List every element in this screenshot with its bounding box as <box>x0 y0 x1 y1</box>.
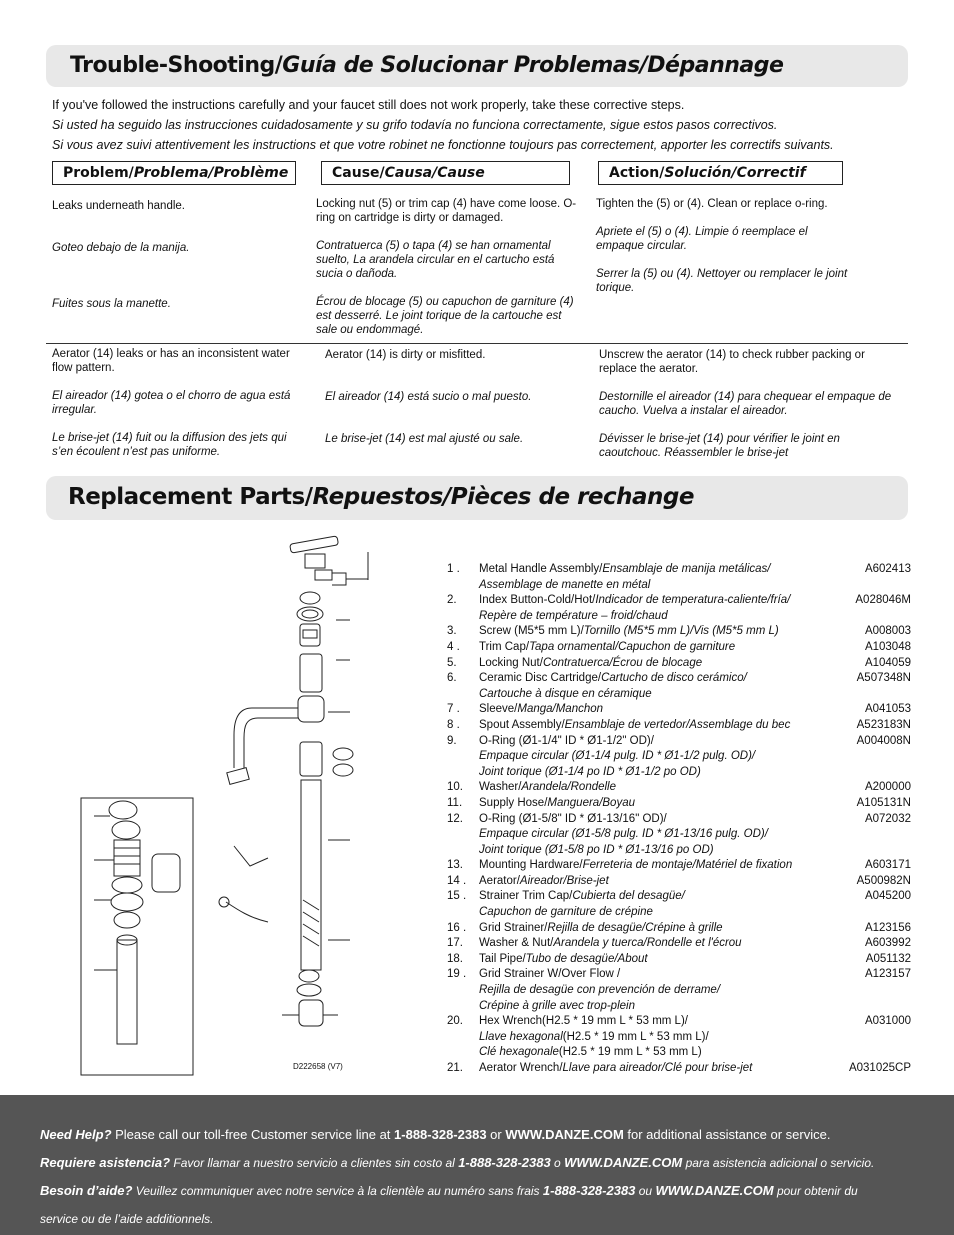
part-name-en: Index Button-Cold/Hot/ <box>479 594 596 607</box>
part-name-en: Tail Pipe/ <box>479 952 526 965</box>
parts-list-item <box>447 812 917 859</box>
part-name-translated: Empaque circular (Ø1-5/8 pulg. ID * Ø1-13/16 pulg. OD)/ <box>479 828 768 841</box>
parts-list-item <box>447 889 917 920</box>
parts-list-item <box>447 718 917 734</box>
part-name-en: Washer & Nut/ <box>479 937 554 950</box>
parts-list-item <box>447 593 917 624</box>
part-name-en: Metal Handle Assembly/ <box>479 563 603 575</box>
part-description <box>479 593 837 624</box>
part-code: A004008N <box>856 734 911 747</box>
part-number: 13. <box>447 859 463 872</box>
part-name-translated: Llave hexagonal <box>479 1030 563 1043</box>
parts-list-item <box>447 640 917 656</box>
parts-list-item <box>447 702 917 718</box>
part-dimensions: (H2.5 * 19 mm L * 53 mm L)/ <box>562 1030 709 1043</box>
part-number: 6. <box>447 672 457 685</box>
row1-problem-fr: Fuites sous la manette. <box>52 298 171 310</box>
part-description <box>479 921 837 937</box>
part-description <box>479 952 837 968</box>
parts-list-item <box>447 921 917 937</box>
part-number: 5. <box>447 656 457 669</box>
part-name-translated: Crépine à grille avec trop-plein <box>479 999 635 1012</box>
diagram-label: D222658 (V7) <box>293 1062 343 1071</box>
phone-link[interactable]: 1-888-328-2383 <box>542 1183 636 1198</box>
part-description <box>479 671 837 702</box>
row1-cause-fr: Écrou de blocage (5) ou capuchon de garniture (4) est desserré. Le joint torique de la cartouche est sale ou endommagé. <box>316 296 574 336</box>
replacement-title: Replacement Parts/Repuestos/Pièces de rechange <box>68 484 694 510</box>
part-description <box>479 702 837 718</box>
part-description <box>479 780 837 796</box>
part-name-translated: Clé hexagonale <box>479 1046 559 1059</box>
part-description <box>479 718 837 734</box>
exploded-parts-diagram <box>78 530 438 1080</box>
part-name-translated: Rejilla de desagüe con prevención de derrame/ <box>479 984 721 997</box>
part-name-translated: Ensamblaje de vertedor/Assemblage du bec <box>564 718 791 731</box>
part-code: A603171 <box>864 859 911 872</box>
intro-fr: Si vous avez suivi attentivement les instructions et que votre robinet ne fonctionne toujours pas correctement, apporter les correctifs suivants. <box>52 138 834 152</box>
intro-en: If you've followed the instructions carefully and your faucet still does not work properly, take these corrective steps. <box>52 98 685 112</box>
footer-text <box>40 1121 940 1233</box>
part-name-en: Hex Wrench(H2.5 * 19 mm L * 53 mm L)/ <box>479 1015 688 1028</box>
part-description <box>479 1061 837 1077</box>
parts-list-item <box>447 671 917 702</box>
part-name-en: Aerator Wrench/ <box>479 1062 563 1074</box>
part-name-translated: Cubierta del desagüe/ <box>572 890 685 903</box>
part-code: A507348N <box>856 672 911 685</box>
part-number: 12. <box>447 812 463 825</box>
part-name-translated: Tornillo (M5*5 mm L)/Vis (M5*5 mm L) <box>583 625 779 638</box>
part-code: A602413 <box>864 563 911 575</box>
problem-header: Problem/Problema/Problème <box>52 161 296 185</box>
part-name-translated: Arandela y tuerca/Rondelle et l'écrou <box>553 937 742 950</box>
part-name-translated: Ensamblaje de manija metálicas/ <box>602 563 771 575</box>
part-number: 18. <box>447 952 463 965</box>
parts-list-item <box>447 796 917 812</box>
part-number: 20. <box>447 1015 463 1028</box>
part-name-translated: Aireador/Brise-jet <box>519 874 609 887</box>
part-name-translated: Cartouche à disque en céramique <box>479 687 652 700</box>
row2-problem-fr: Le brise-jet (14) fuit ou la diffusion des jets qui s’en écoulent n’est pas uniforme. <box>52 432 287 458</box>
part-name-translated: Manga/Manchon <box>517 703 604 716</box>
parts-list-item <box>447 936 917 952</box>
part-name-translated: Joint torique (Ø1-1/4 po ID * Ø1-1/2 po OD) <box>479 765 701 778</box>
part-name-en: Spout Assembly/ <box>479 718 565 731</box>
row1-problem-en: Leaks underneath handle. <box>52 200 185 212</box>
parts-list <box>447 562 917 1077</box>
row2-cause-es: El aireador (14) está sucio o mal puesto. <box>325 391 532 403</box>
troubleshooting-title: Trouble-Shooting/Guía de Solucionar Problemas/Dépannage <box>70 53 784 78</box>
phone-link[interactable]: 1-888-328-2383 <box>458 1155 551 1170</box>
phone-link[interactable]: 1-888-328-2383 <box>394 1127 487 1142</box>
part-description <box>479 734 837 781</box>
parts-list-item <box>447 562 917 593</box>
row1-action-en: Tighten the (5) or (4). Clean or replace o-ring. <box>596 198 828 210</box>
help-en-line: Need Help? Please call our toll-free Customer service line at 1-888-328-2383 or WWW.DANZE.COM for additional assistance or service. <box>40 1127 831 1142</box>
part-name-translated: Arandela/Rondelle <box>521 781 617 794</box>
part-code: A123157 <box>864 968 911 981</box>
part-dimensions: (H2.5 * 19 mm L * 53 mm L) <box>558 1046 702 1059</box>
part-code: A041053 <box>864 703 911 716</box>
handle-part <box>290 536 339 553</box>
parts-list-item <box>447 858 917 874</box>
part-name-translated: Assemblage de manette en métal <box>479 578 651 591</box>
part-name-translated: Indicador de temperatura-caliente/fría/ <box>595 594 791 607</box>
part-name-en: O-Ring (Ø1-5/8" ID * Ø1-13/16" OD)/ <box>479 812 667 825</box>
parts-list-item <box>447 952 917 968</box>
part-description <box>479 1014 837 1061</box>
part-name-translated: Joint torique (Ø1-5/8 po ID * Ø1-13/16 po OD) <box>479 843 714 856</box>
part-name-translated: Empaque circular (Ø1-1/4 pulg. ID * Ø1-1/2 pulg. OD)/ <box>479 750 756 763</box>
part-number: 1 . <box>447 563 460 575</box>
part-number: 7 . <box>447 703 460 716</box>
help-fr-line: Besoin d’aide? Veuillez communiquer avec notre service à la clientèle au numéro sans frais 1-888-328-2383 ou WWW.DANZE.COM pour obtenir du <box>40 1183 858 1198</box>
part-number: 19 . <box>447 968 467 981</box>
part-code: A500982N <box>856 874 911 887</box>
row2-cause-en: Aerator (14) is dirty or misfitted. <box>325 349 486 361</box>
part-code: A603992 <box>864 937 911 950</box>
part-name-en: Washer/ <box>479 781 522 794</box>
part-code: A031000 <box>864 1015 911 1028</box>
part-name-en: Grid Strainer W/Over Flow / <box>479 968 621 981</box>
footer-help <box>0 1095 954 1235</box>
parts-list-item <box>447 967 917 1014</box>
part-description <box>479 936 837 952</box>
part-name-translated: Cartucho de disco cerámico/ <box>601 672 747 685</box>
part-number: 14 . <box>447 874 467 887</box>
part-name-en: Sleeve/ <box>479 703 518 716</box>
part-number: 16 . <box>447 921 467 934</box>
row1-cause-en: Locking nut (5) or trim cap (4) have come loose. O-ring on cartridge is dirty or damaged. <box>316 198 577 224</box>
part-description <box>479 858 837 874</box>
part-description <box>479 812 837 859</box>
part-name-en: Trim Cap/ <box>479 640 530 653</box>
part-description <box>479 874 837 890</box>
part-code: A103048 <box>864 640 911 653</box>
parts-list-item <box>447 1014 917 1061</box>
parts-list-item <box>447 1061 917 1077</box>
part-code: A104059 <box>864 656 911 669</box>
row1-action-fr: Serrer la (5) ou (4). Nettoyer ou remplacer le joint torique. <box>596 268 848 294</box>
row1-action-es: Apriete el (5) o (4). Limpie ó reemplace el empaque circular. <box>596 226 808 252</box>
help-fr-line-2: service ou de l’aide additionnels. <box>40 1212 214 1226</box>
row2-problem-es: El aireador (14) gotea o el chorro de agua está irregular. <box>52 390 291 416</box>
row2-action-es: Destornille el aireador (14) para chequear el empaque de caucho. Vuelva a instalar el aireador. <box>599 391 892 417</box>
part-code: A123156 <box>864 921 911 934</box>
parts-list-item <box>447 656 917 672</box>
part-code: A072032 <box>864 812 911 825</box>
row2-action-fr: Dévisser le brise-jet (14) pour vérifier le joint en caoutchouc. Réassembler le brise-jet <box>599 433 840 459</box>
part-name-en: Ceramic Disc Cartridge/ <box>479 672 602 685</box>
part-code: A045200 <box>864 890 911 903</box>
part-name-translated: Manguera/Boyau <box>547 796 635 809</box>
parts-list-item <box>447 624 917 640</box>
part-description <box>479 656 837 672</box>
parts-list-item <box>447 734 917 781</box>
part-number: 8 . <box>447 718 460 731</box>
part-code: A028046M <box>855 594 911 607</box>
part-name-en: Grid Strainer/ <box>479 921 548 934</box>
troubleshooting-banner <box>46 45 908 87</box>
part-name-en: Supply Hose/ <box>479 796 548 809</box>
part-name-translated: Repère de température – froid/chaud <box>479 609 668 622</box>
part-name-en: Aerator/ <box>479 874 520 887</box>
part-name-translated: Rejilla de desagüe/Crépine à grille <box>547 921 723 934</box>
part-description <box>479 562 837 593</box>
parts-list-item <box>447 874 917 890</box>
part-name-translated: Ferreteria de montaje/Matériel de fixation <box>582 859 793 872</box>
parts-list-item <box>447 780 917 796</box>
part-number: 15 . <box>447 890 467 903</box>
part-description <box>479 889 837 920</box>
part-name-en: Screw (M5*5 mm L)/ <box>479 625 584 638</box>
replacement-banner <box>46 476 908 520</box>
part-name-en: Mounting Hardware/ <box>479 859 583 872</box>
part-name-en: Locking Nut/ <box>479 656 543 669</box>
part-number: 2. <box>447 594 457 607</box>
part-code: A051132 <box>865 952 911 965</box>
part-name-translated: Contratuerca/Écrou de blocage <box>542 656 703 669</box>
part-description <box>479 640 837 656</box>
part-number: 4 . <box>447 640 460 653</box>
part-name-translated: Tubo de desagüe/About <box>525 952 648 965</box>
row-divider <box>46 343 908 344</box>
part-number: 3. <box>447 625 457 638</box>
row2-problem-en: Aerator (14) leaks or has an inconsistent water flow pattern. <box>52 348 290 374</box>
part-code: A105131N <box>856 796 911 809</box>
part-code: A008003 <box>864 625 911 638</box>
intro-es: Si usted ha seguido las instrucciones cuidadosamente y su grifo todavía no funciona correctamente, sigue estos pasos correctivos. <box>52 118 778 132</box>
part-code: A200000 <box>864 781 911 794</box>
intro-text <box>52 95 912 155</box>
action-header: Action/Solución/Correctif <box>598 161 843 185</box>
row2-cause-fr: Le brise-jet (14) est mal ajusté ou sale. <box>325 433 524 445</box>
part-code: A031025CP <box>848 1062 911 1074</box>
part-name-en: Strainer Trim Cap/ <box>479 890 573 903</box>
cause-header: Cause/Causa/Cause <box>321 161 570 185</box>
part-name-translated: Tapa ornamental/Capuchon de garniture <box>529 640 736 653</box>
part-number: 9. <box>447 734 457 747</box>
part-number: 11. <box>447 796 463 809</box>
part-number: 10. <box>447 781 463 794</box>
part-name-translated: Capuchon de garniture de crépine <box>479 906 653 919</box>
help-es-line: Requiere asistencia? Favor llamar a nuestro servicio a clientes sin costo al 1-888-328-2383 o WWW.DANZE.COM para asistencia adicional o servicio. <box>40 1155 875 1170</box>
website-link[interactable]: WWW.DANZE.COM <box>564 1155 683 1170</box>
part-number: 17. <box>447 937 463 950</box>
part-description <box>479 967 837 1014</box>
website-link[interactable]: WWW.DANZE.COM <box>655 1183 774 1198</box>
row2-action-en: Unscrew the aerator (14) to check rubber packing or replace the aerator. <box>599 349 865 375</box>
part-code: A523183N <box>856 718 911 731</box>
part-number: 21. <box>447 1062 463 1074</box>
part-name-en: O-Ring (Ø1-1/4" ID * Ø1-1/2" OD)/ <box>479 734 654 747</box>
part-description <box>479 796 837 812</box>
row1-problem-es: Goteo debajo de la manija. <box>52 242 190 254</box>
website-link[interactable]: WWW.DANZE.COM <box>505 1127 624 1142</box>
row1-cause-es: Contratuerca (5) o tapa (4) se han ornamental suelto, La arandela circular en el cartucho está sucia o dañoda. <box>316 240 555 280</box>
part-description <box>479 624 837 640</box>
part-name-translated: Llave para aireador/Clé pour brise-jet <box>562 1062 753 1074</box>
